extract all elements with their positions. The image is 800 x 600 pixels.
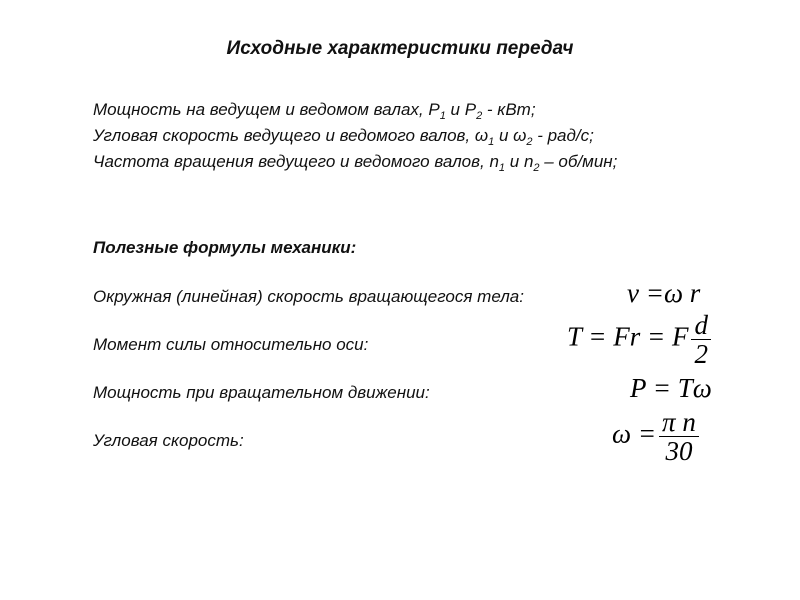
angular-velocity-subscript-2: 2	[526, 136, 533, 148]
formula-angular-velocity-fraction	[659, 408, 699, 465]
angular-velocity-text-2: и ω	[494, 126, 527, 145]
formula-torque-left: T = Fr = F	[567, 321, 689, 352]
rotation-frequency-text-2: и n	[505, 152, 534, 171]
rotation-frequency-text-1: Частота вращения ведущего и ведомого валов, n	[93, 152, 499, 171]
power-subscript-1: 1	[439, 110, 446, 122]
formula-angular-velocity	[612, 408, 699, 465]
formula-torque	[567, 311, 711, 368]
formula-angular-velocity-denominator: 30	[665, 436, 693, 466]
page-title: Исходные характеристики передач	[226, 38, 574, 59]
power-text-2: и Р	[445, 100, 477, 119]
formula-angular-velocity-numerator: π n	[662, 407, 696, 437]
angular-velocity-text-1: Угловая скорость ведущего и ведомого валов, ω	[93, 126, 489, 145]
power-text-1: Мощность на ведущем и ведомом валах, Р	[93, 100, 440, 119]
formula-label-angular-velocity: Угловая скорость:	[93, 431, 244, 450]
power-subscript-2: 2	[476, 110, 483, 122]
formula-power: P = Tω	[630, 373, 712, 403]
angular-velocity-text-3: - рад/с;	[532, 126, 594, 145]
rotation-frequency-subscript-1: 1	[498, 162, 506, 174]
formula-label-linear-velocity: Окружная (линейная) скорость вращающегося тела:	[93, 287, 524, 306]
formula-torque-denominator: 2	[694, 339, 708, 369]
formula-label-torque: Момент силы относительно оси:	[93, 335, 369, 354]
angular-velocity-line	[93, 126, 594, 146]
formula-label-power: Мощность при вращательном движении:	[93, 383, 430, 402]
formulas-heading: Полезные формулы механики:	[93, 238, 357, 257]
rotation-frequency-text-3: – об/мин;	[539, 152, 618, 171]
formula-torque-fraction	[691, 311, 711, 368]
rotation-frequency-line	[93, 152, 617, 172]
angular-velocity-subscript-1: 1	[488, 136, 495, 148]
formula-torque-numerator: d	[694, 310, 708, 340]
power-line	[93, 100, 536, 120]
rotation-frequency-subscript-2: 2	[533, 162, 540, 174]
formula-linear-velocity: v =ω r	[627, 278, 701, 308]
formula-angular-velocity-left: ω =	[612, 418, 657, 449]
power-text-3: - кВт;	[482, 100, 536, 119]
